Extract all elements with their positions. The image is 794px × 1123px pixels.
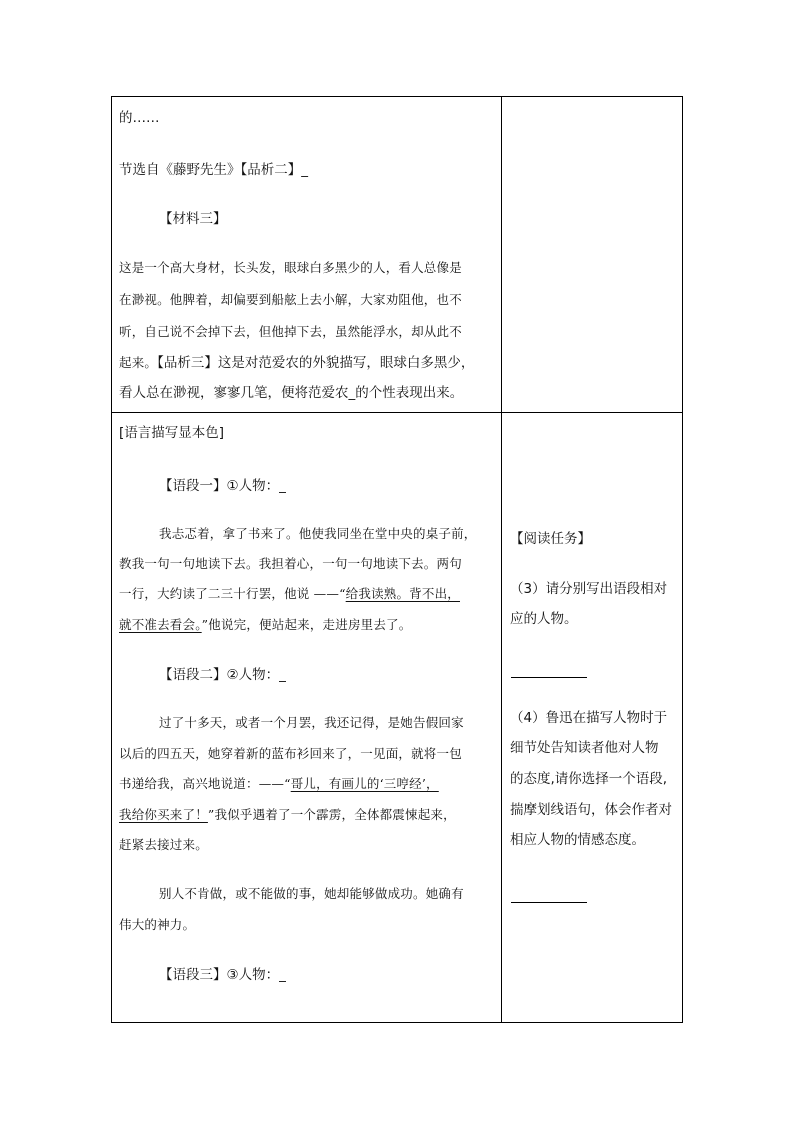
- question-four-cont: 细节处告知读者他对人物: [510, 740, 659, 757]
- task-cell: [502, 413, 683, 1023]
- answer-blank: [511, 677, 587, 678]
- empty-cell: [502, 97, 683, 413]
- question-four: （4）鲁迅在描写人物时于: [510, 710, 668, 727]
- answer-blank: [511, 902, 587, 903]
- text-line: 的……: [119, 110, 160, 126]
- underlined-quote: 就不准去看会。: [119, 617, 202, 633]
- text-line: 在渺视。他脾着，却偏要到船舷上去小解，大家劝阻他，也不: [119, 292, 462, 307]
- text-line: 这是一个高大身材，长头发，眼球白多黑少的人，看人总像是: [119, 260, 462, 275]
- material-cell: [112, 97, 502, 413]
- text-line: 赶紧去接过来。: [119, 837, 208, 853]
- task-title: 【阅读任务】: [510, 531, 591, 548]
- segment-two-label: 【语段二】②人物：_: [159, 667, 286, 684]
- underlined-quote: 我给你买来了！: [119, 807, 208, 823]
- question-three-cont: 应的人物。: [510, 611, 578, 628]
- analysis-line: 起来。【品析三】这是对范爱农的外貌描写，眼球白多黑少，: [119, 355, 475, 371]
- text-line: 以后的四五天，她穿着新的蓝布衫回来了，一见面，就将一包: [119, 746, 462, 762]
- text-line: 书递给我，高兴地说道：——“哥儿，有画儿的‘三哼经’，: [119, 776, 439, 792]
- text-line: 伟大的神力。: [119, 917, 196, 933]
- text-line: 别人不肯做，或不能做的事，她却能够做成功。她确有: [159, 886, 464, 902]
- text-line: 教我一句一句地读下去。我担着心，一句一句地读下去。两句: [119, 556, 462, 572]
- section-heading: [语言描写显本色]: [119, 425, 225, 442]
- table-row: [112, 413, 683, 1023]
- excerpt-source: 节选自《藤野先生》【品析二】_: [119, 162, 308, 178]
- material-three-label: 【材料三】: [159, 211, 227, 227]
- question-four-cont: 揣摩划线语句，体会作者对: [510, 802, 672, 819]
- underlined-quote: 给我读熟。背不出，: [345, 586, 460, 602]
- question-four-cont: 相应人物的情感态度。: [510, 832, 645, 849]
- text-line: 就不准去看会。”他说完，便站起来，走进房里去了。: [119, 617, 412, 633]
- text-line: 一行，大约读了二三十行罢，他说 ——“给我读熟。背不出，: [119, 586, 460, 602]
- question-four-cont: 的态度,请你选择一个语段,: [510, 771, 668, 788]
- text-line: 我给你买来了！”我似乎遇着了一个霹雳，全体都震悚起来，: [119, 807, 456, 823]
- question-three: （3）请分别写出语段相对: [510, 581, 668, 598]
- underlined-quote: 哥儿，有画儿的‘三哼经’，: [290, 776, 439, 792]
- table-row: [112, 97, 683, 413]
- text-line: 听，自己说不会掉下去，但他掉下去，虽然能浮水，却从此不: [119, 324, 462, 339]
- segment-one-label: 【语段一】①人物：_: [159, 478, 286, 495]
- text-line: 我忐忑着，拿了书来了。他使我同坐在堂中央的桌子前，: [159, 526, 477, 542]
- segment-three-label: 【语段三】③人物：_: [159, 967, 286, 984]
- worksheet-table: [111, 96, 683, 1023]
- text-line: 过了十多天，或者一个月罢，我还记得，是她告假回家: [159, 715, 464, 731]
- analysis-line: 看人总在渺视，寥寥几笔，便将范爱农_的个性表现出来。: [119, 385, 464, 401]
- language-cell: [112, 413, 502, 1023]
